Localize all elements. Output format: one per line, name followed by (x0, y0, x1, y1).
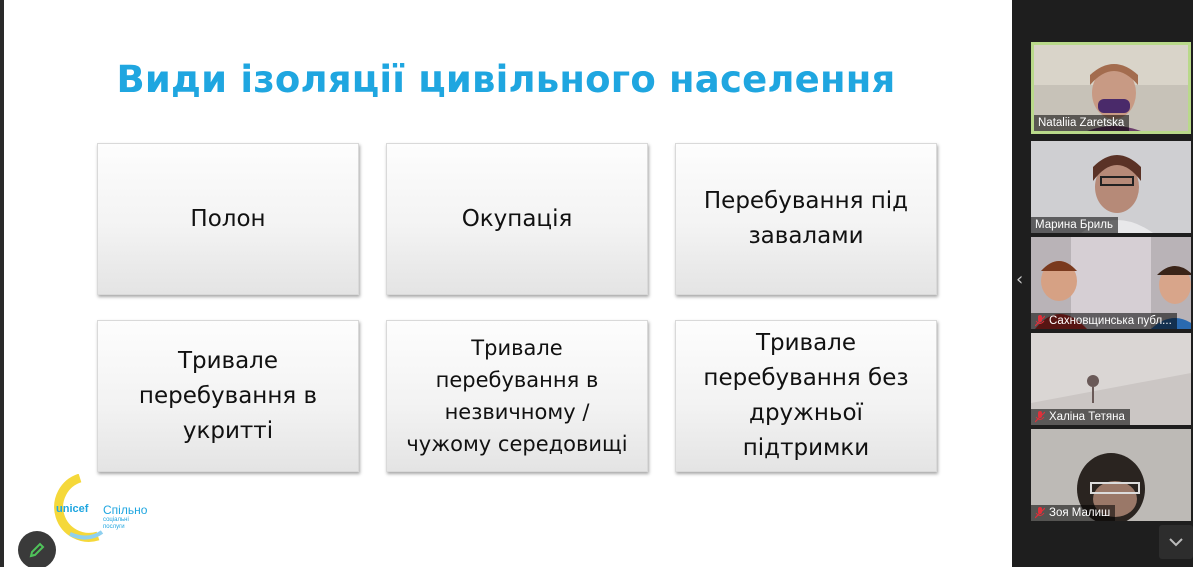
chevron-down-icon (1169, 537, 1183, 547)
card-text: Тривале перебування в незвичному / чужому середовищі (406, 336, 628, 456)
participant-name-tag (1031, 409, 1130, 425)
card-text: Тривале перебування в укритті (138, 347, 318, 444)
participant-name: Зоя Малиш (1049, 507, 1111, 519)
annotate-button[interactable] (18, 531, 56, 567)
participant-name-tag (1031, 313, 1177, 329)
slide-title: Види ізоляції цивільного населення (116, 58, 896, 101)
card-zavaly (675, 143, 937, 295)
mic-muted-icon (1035, 507, 1045, 519)
card-okupatsiia (386, 143, 648, 295)
card-text: Перебування під завалами (703, 188, 909, 249)
pen-icon (28, 541, 46, 559)
card-pidtrymka (675, 320, 937, 472)
collapse-arrow-icon[interactable]: ‹ (1016, 269, 1024, 290)
participant-tile[interactable] (1031, 429, 1191, 521)
participant-tile[interactable] (1031, 237, 1191, 329)
participant-name: Марина Бриль (1035, 219, 1113, 231)
participant-name: Сахновщинська публ... (1049, 315, 1172, 327)
participant-name: Халіна Тетяна (1049, 411, 1125, 423)
participant-tile[interactable] (1031, 141, 1191, 233)
participant-name-tag (1034, 115, 1129, 131)
mic-muted-icon (1035, 411, 1045, 423)
logo-sub: соціальні послуги (103, 517, 129, 530)
participant-tile[interactable] (1031, 333, 1191, 425)
mic-muted-icon (1035, 315, 1045, 327)
logo-brand: unicef (56, 503, 89, 515)
scroll-down-button[interactable] (1159, 525, 1193, 559)
participant-name-tag (1031, 505, 1115, 521)
card-ukryttia (97, 320, 359, 472)
participant-tile[interactable] (1031, 42, 1191, 134)
participant-name: Nataliia Zaretska (1038, 117, 1125, 129)
card-text: Окупація (461, 205, 573, 232)
card-text: Тривале перебування без дружньої підтримки (703, 330, 909, 461)
card-polon (97, 143, 359, 295)
participant-name-tag (1031, 217, 1118, 233)
logo-name: Спільно (103, 503, 148, 517)
card-text: Полон (190, 205, 266, 232)
card-seredovyshche (386, 320, 648, 472)
